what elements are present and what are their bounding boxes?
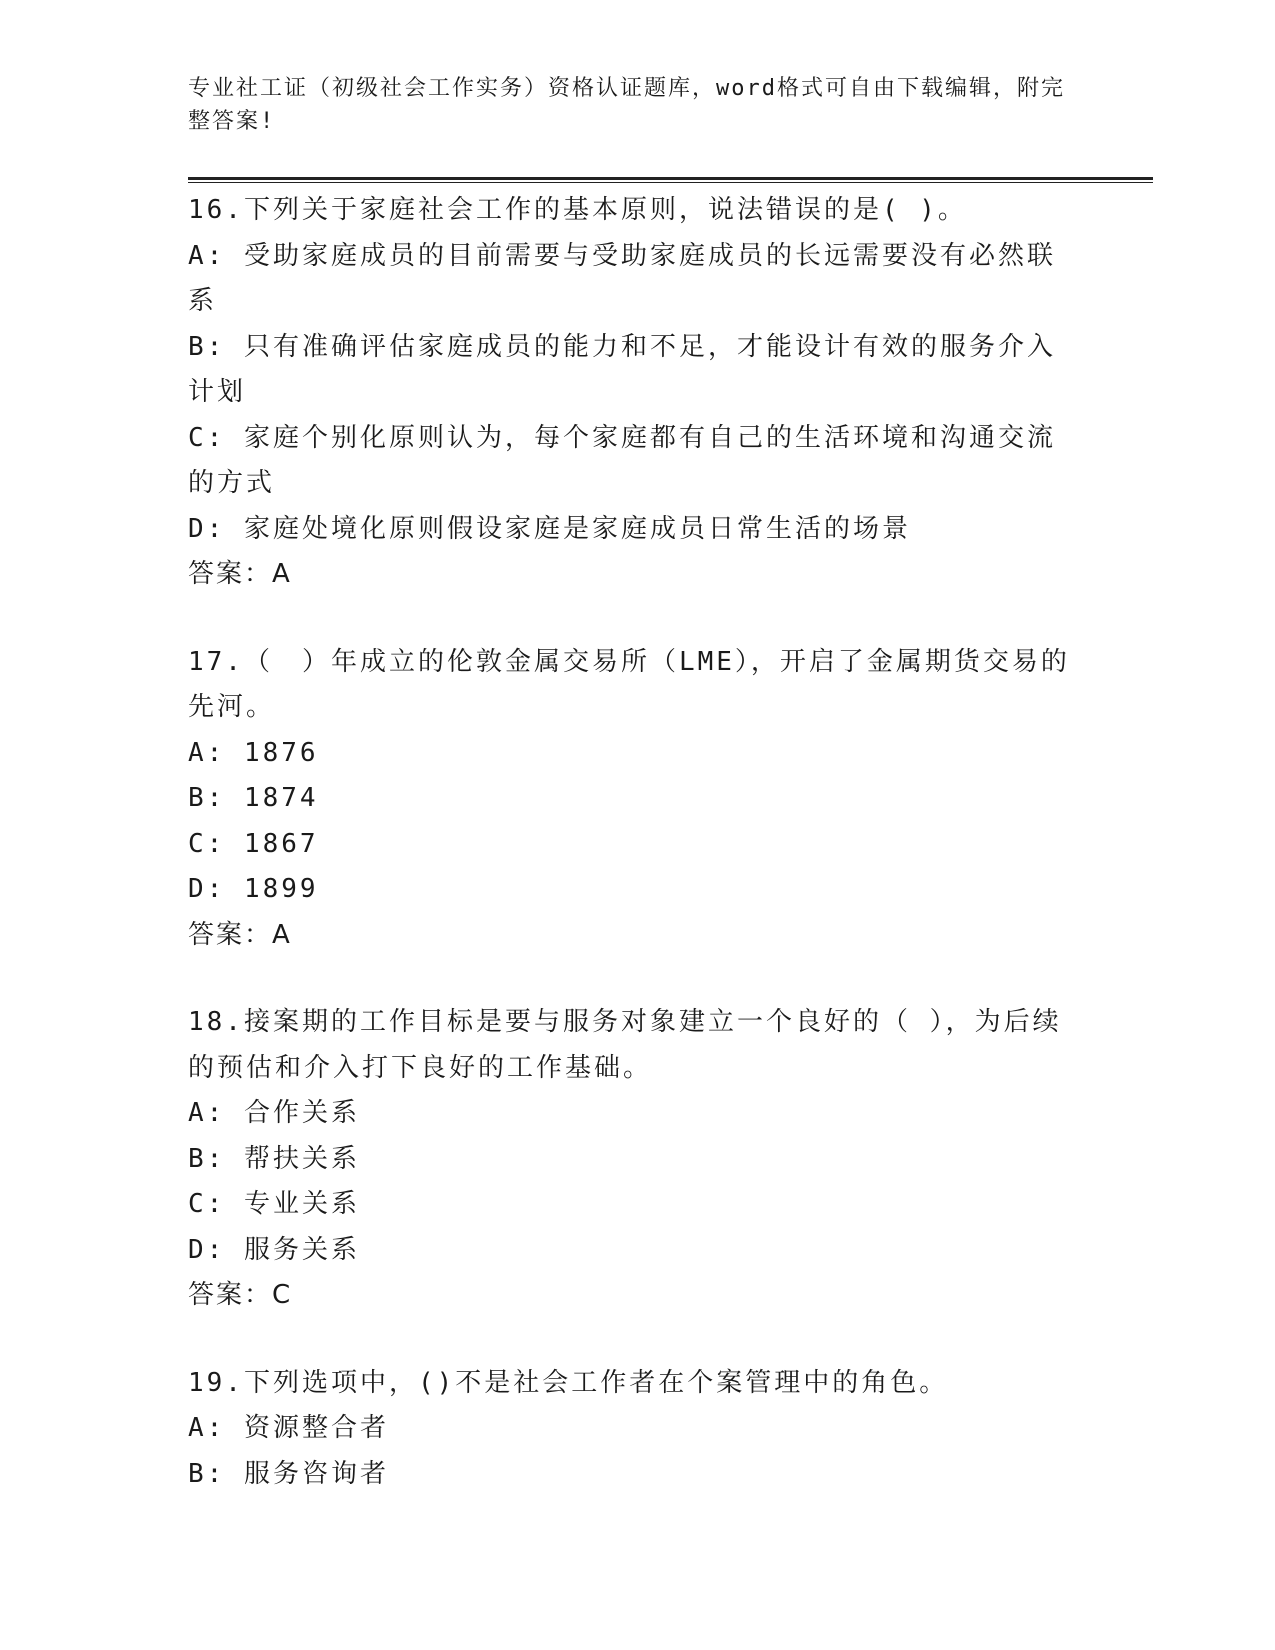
option-a: A: 受助家庭成员的目前需要与受助家庭成员的长远需要没有必然联系: [188, 240, 1056, 316]
question-16: [188, 188, 1078, 598]
option-b: B: 只有准确评估家庭成员的能力和不足，才能设计有效的服务介入计划: [188, 331, 1056, 407]
option-c: C: 1867: [188, 828, 319, 859]
option-b: B: 帮扶关系: [188, 1143, 360, 1174]
option-a: A: 合作关系: [188, 1098, 360, 1128]
option-b: B: 1874: [188, 783, 319, 813]
header-rule-thick: [188, 177, 1153, 180]
question-stem: 16.下列关于家庭社会工作的基本原则，说法错误的是( )。: [188, 195, 967, 225]
question-stem: 18.接案期的工作目标是要与服务对象建立一个良好的（ ），为后续的预估和介入打下良好的工作基础。: [188, 1007, 1062, 1083]
document-header: [188, 72, 1068, 138]
question-list: [188, 188, 1078, 1539]
option-d: D: 服务关系: [188, 1234, 360, 1265]
answer-line: 答案：A: [188, 919, 292, 950]
question-17: [188, 640, 1078, 959]
header-text: 专业社工证（初级社会工作实务）资格认证题库，word格式可自由下载编辑，附完整答案!: [188, 76, 1065, 134]
answer-line: 答案：A: [188, 559, 292, 589]
question-stem: 19.下列选项中，()不是社会工作者在个案管理中的角色。: [188, 1367, 949, 1398]
question-19: [188, 1361, 1078, 1498]
option-c: C: 专业关系: [188, 1189, 360, 1219]
question-18: [188, 1000, 1078, 1319]
answer-line: 答案：C: [188, 1280, 293, 1310]
option-a: A: 资源整合者: [188, 1413, 389, 1443]
option-a: A: 1876: [188, 737, 319, 768]
option-c: C: 家庭个别化原则认为，每个家庭都有自己的生活环境和沟通交流的方式: [188, 422, 1056, 498]
question-stem: 17.（ ）年成立的伦敦金属交易所（LME），开启了金属期货交易的先河。: [188, 646, 1070, 722]
option-b: B: 服务咨询者: [188, 1458, 389, 1489]
header-rule-thin: [188, 182, 1153, 183]
option-d: D: 家庭处境化原则假设家庭是家庭成员日常生活的场景: [188, 513, 911, 544]
option-d: D: 1899: [188, 874, 319, 904]
